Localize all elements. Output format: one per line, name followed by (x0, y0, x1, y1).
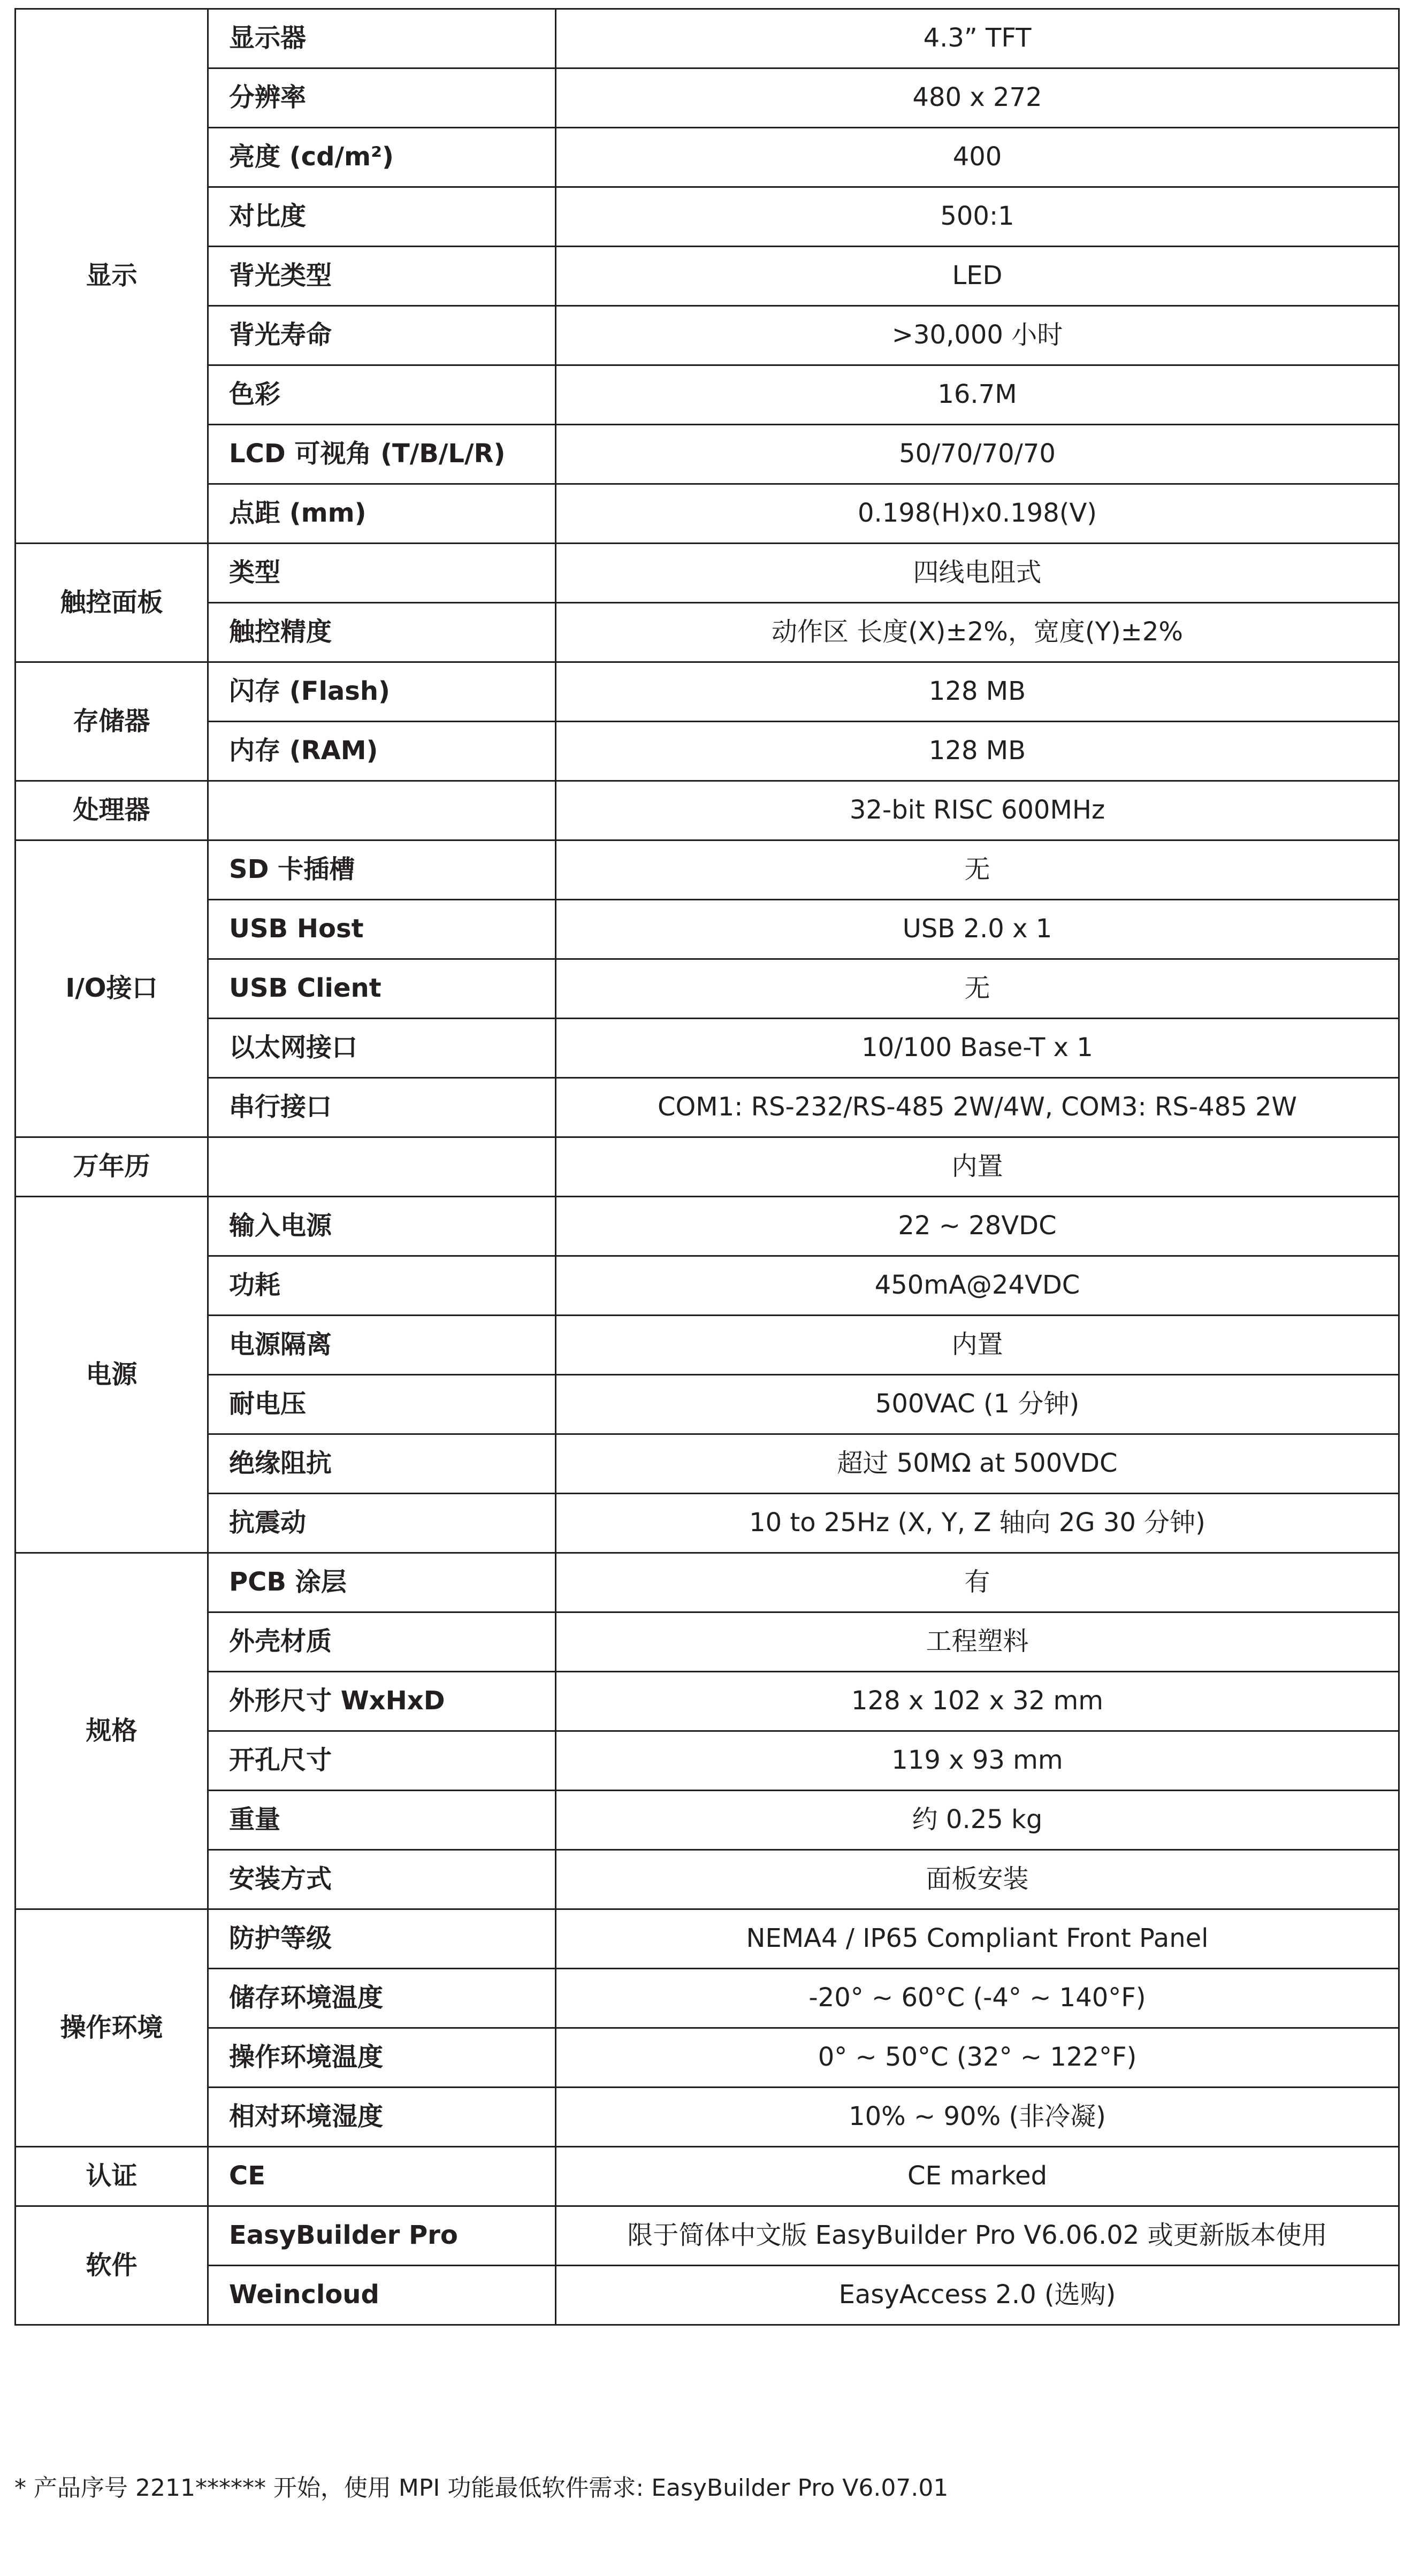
spec-label-cell: 类型 (208, 544, 556, 603)
spec-value-cell: 50/70/70/70 (556, 425, 1399, 484)
table-row (16, 1137, 1399, 1197)
spec-label-cell: USB Host (208, 900, 556, 959)
spec-label-cell (208, 1137, 556, 1197)
spec-value-cell: 10/100 Base-T x 1 (556, 1019, 1399, 1078)
spec-label-cell: 防护等级 (208, 1909, 556, 1969)
spec-label-cell: 耐电压 (208, 1375, 556, 1434)
table-row (16, 781, 1399, 840)
spec-value-cell: 128 x 102 x 32 mm (556, 1672, 1399, 1731)
spec-label-cell: 触控精度 (208, 603, 556, 662)
table-row (16, 68, 1399, 128)
table-row (16, 1019, 1399, 1078)
table-row (16, 1078, 1399, 1137)
table-row (16, 2147, 1399, 2206)
spec-value-cell: 动作区 长度(X)±2%，宽度(Y)±2% (556, 603, 1399, 662)
table-row (16, 840, 1399, 900)
spec-value-cell: 400 (556, 128, 1399, 187)
table-row (16, 247, 1399, 306)
spec-value-cell: 450mA@24VDC (556, 1256, 1399, 1316)
spec-value-cell: 0° ~ 50°C (32° ~ 122°F) (556, 2028, 1399, 2088)
table-row (16, 1375, 1399, 1434)
spec-value-cell: NEMA4 / IP65 Compliant Front Panel (556, 1909, 1399, 1969)
spec-value-cell: USB 2.0 x 1 (556, 900, 1399, 959)
spec-label-cell: 亮度 (cd/m²) (208, 128, 556, 187)
table-row (16, 722, 1399, 781)
category-cell: 认证 (16, 2147, 208, 2206)
spec-label-cell: 输入电源 (208, 1197, 556, 1256)
table-row (16, 128, 1399, 187)
spec-value-cell: 32-bit RISC 600MHz (556, 781, 1399, 840)
spec-value-cell: 4.3” TFT (556, 9, 1399, 68)
category-cell: 电源 (16, 1197, 208, 1553)
spec-label-cell: Weincloud (208, 2266, 556, 2325)
spec-value-cell: 10 to 25Hz (X, Y, Z 轴向 2G 30 分钟) (556, 1494, 1399, 1553)
category-cell: 软件 (16, 2206, 208, 2325)
spec-label-cell: 外壳材质 (208, 1612, 556, 1672)
table-row (16, 484, 1399, 544)
spec-label-cell: 分辨率 (208, 68, 556, 128)
spec-value-cell: EasyAccess 2.0 (选购) (556, 2266, 1399, 2325)
spec-label-cell: 开孔尺寸 (208, 1731, 556, 1791)
spec-label-cell: 背光类型 (208, 247, 556, 306)
spec-value-cell: 480 x 272 (556, 68, 1399, 128)
table-row (16, 187, 1399, 247)
spec-label-cell: 外形尺寸 WxHxD (208, 1672, 556, 1731)
spec-value-cell: 限于简体中文版 EasyBuilder Pro V6.06.02 或更新版本使用 (556, 2206, 1399, 2266)
spec-label-cell: PCB 涂层 (208, 1553, 556, 1612)
table-row (16, 1553, 1399, 1612)
table-row (16, 425, 1399, 484)
spec-label-cell: 相对环境湿度 (208, 2088, 556, 2147)
table-row (16, 1672, 1399, 1731)
spec-label-cell: CE (208, 2147, 556, 2206)
category-cell: 存储器 (16, 662, 208, 781)
spec-value-cell: 无 (556, 959, 1399, 1019)
table-row (16, 1494, 1399, 1553)
spec-label-cell: 功耗 (208, 1256, 556, 1316)
spec-value-cell: CE marked (556, 2147, 1399, 2206)
table-row (16, 1791, 1399, 1850)
table-row (16, 603, 1399, 662)
spec-value-cell: 有 (556, 1553, 1399, 1612)
spec-value-cell: LED (556, 247, 1399, 306)
spec-value-cell: 超过 50MΩ at 500VDC (556, 1434, 1399, 1494)
spec-label-cell: USB Client (208, 959, 556, 1019)
table-row (16, 9, 1399, 68)
category-cell: 操作环境 (16, 1909, 208, 2147)
category-cell: 万年历 (16, 1137, 208, 1197)
spec-table (14, 8, 1400, 2326)
spec-value-cell: 500:1 (556, 187, 1399, 247)
spec-label-cell: 抗震动 (208, 1494, 556, 1553)
table-row (16, 1316, 1399, 1375)
spec-value-cell: 128 MB (556, 662, 1399, 722)
spec-label-cell: 操作环境温度 (208, 2028, 556, 2088)
spec-value-cell: 面板安装 (556, 1850, 1399, 1909)
table-row (16, 544, 1399, 603)
spec-value-cell: 0.198(H)x0.198(V) (556, 484, 1399, 544)
spec-label-cell: 色彩 (208, 365, 556, 425)
table-row (16, 1909, 1399, 1969)
spec-label-cell: 点距 (mm) (208, 484, 556, 544)
category-cell: 触控面板 (16, 544, 208, 662)
spec-label-cell: 安装方式 (208, 1850, 556, 1909)
spec-value-cell: 内置 (556, 1316, 1399, 1375)
spec-value-cell: -20° ~ 60°C (-4° ~ 140°F) (556, 1969, 1399, 2028)
spec-label-cell: 闪存 (Flash) (208, 662, 556, 722)
spec-value-cell: 四线电阻式 (556, 544, 1399, 603)
spec-label-cell: 串行接口 (208, 1078, 556, 1137)
table-row (16, 1969, 1399, 2028)
spec-value-cell: 119 x 93 mm (556, 1731, 1399, 1791)
spec-value-cell: 16.7M (556, 365, 1399, 425)
spec-label-cell: 背光寿命 (208, 306, 556, 365)
table-row (16, 2206, 1399, 2266)
footnote: * 产品序号 2211****** 开始，使用 MPI 功能最低软件需求: EasyBuilder Pro V6.07.01 (14, 2474, 949, 2502)
category-cell: 显示 (16, 9, 208, 544)
spec-label-cell: 储存环境温度 (208, 1969, 556, 2028)
spec-label-cell: 电源隔离 (208, 1316, 556, 1375)
spec-label-cell: 对比度 (208, 187, 556, 247)
table-row (16, 2028, 1399, 2088)
spec-value-cell: 128 MB (556, 722, 1399, 781)
category-cell: I/O接口 (16, 840, 208, 1137)
table-row (16, 365, 1399, 425)
category-cell: 处理器 (16, 781, 208, 840)
spec-value-cell: >30,000 小时 (556, 306, 1399, 365)
spec-label-cell: LCD 可视角 (T/B/L/R) (208, 425, 556, 484)
spec-label-cell: 以太网接口 (208, 1019, 556, 1078)
spec-value-cell: COM1: RS-232/RS-485 2W/4W, COM3: RS-485 2W (556, 1078, 1399, 1137)
spec-table-body (16, 9, 1399, 2325)
table-row (16, 1612, 1399, 1672)
spec-value-cell: 工程塑料 (556, 1612, 1399, 1672)
table-row (16, 1256, 1399, 1316)
table-row (16, 1197, 1399, 1256)
table-row (16, 959, 1399, 1019)
table-row (16, 1731, 1399, 1791)
spec-label-cell: 重量 (208, 1791, 556, 1850)
category-cell: 规格 (16, 1553, 208, 1909)
spec-value-cell: 10% ~ 90% (非冷凝) (556, 2088, 1399, 2147)
table-row (16, 2088, 1399, 2147)
spec-value-cell: 内置 (556, 1137, 1399, 1197)
table-row (16, 306, 1399, 365)
spec-value-cell: 无 (556, 840, 1399, 900)
spec-value-cell: 约 0.25 kg (556, 1791, 1399, 1850)
table-row (16, 2266, 1399, 2325)
spec-label-cell: 绝缘阻抗 (208, 1434, 556, 1494)
spec-value-cell: 500VAC (1 分钟) (556, 1375, 1399, 1434)
spec-label-cell: 显示器 (208, 9, 556, 68)
table-row (16, 1850, 1399, 1909)
spec-value-cell: 22 ~ 28VDC (556, 1197, 1399, 1256)
table-row (16, 900, 1399, 959)
spec-label-cell: SD 卡插槽 (208, 840, 556, 900)
spec-label-cell (208, 781, 556, 840)
spec-label-cell: EasyBuilder Pro (208, 2206, 556, 2266)
spec-label-cell: 内存 (RAM) (208, 722, 556, 781)
table-row (16, 662, 1399, 722)
table-row (16, 1434, 1399, 1494)
